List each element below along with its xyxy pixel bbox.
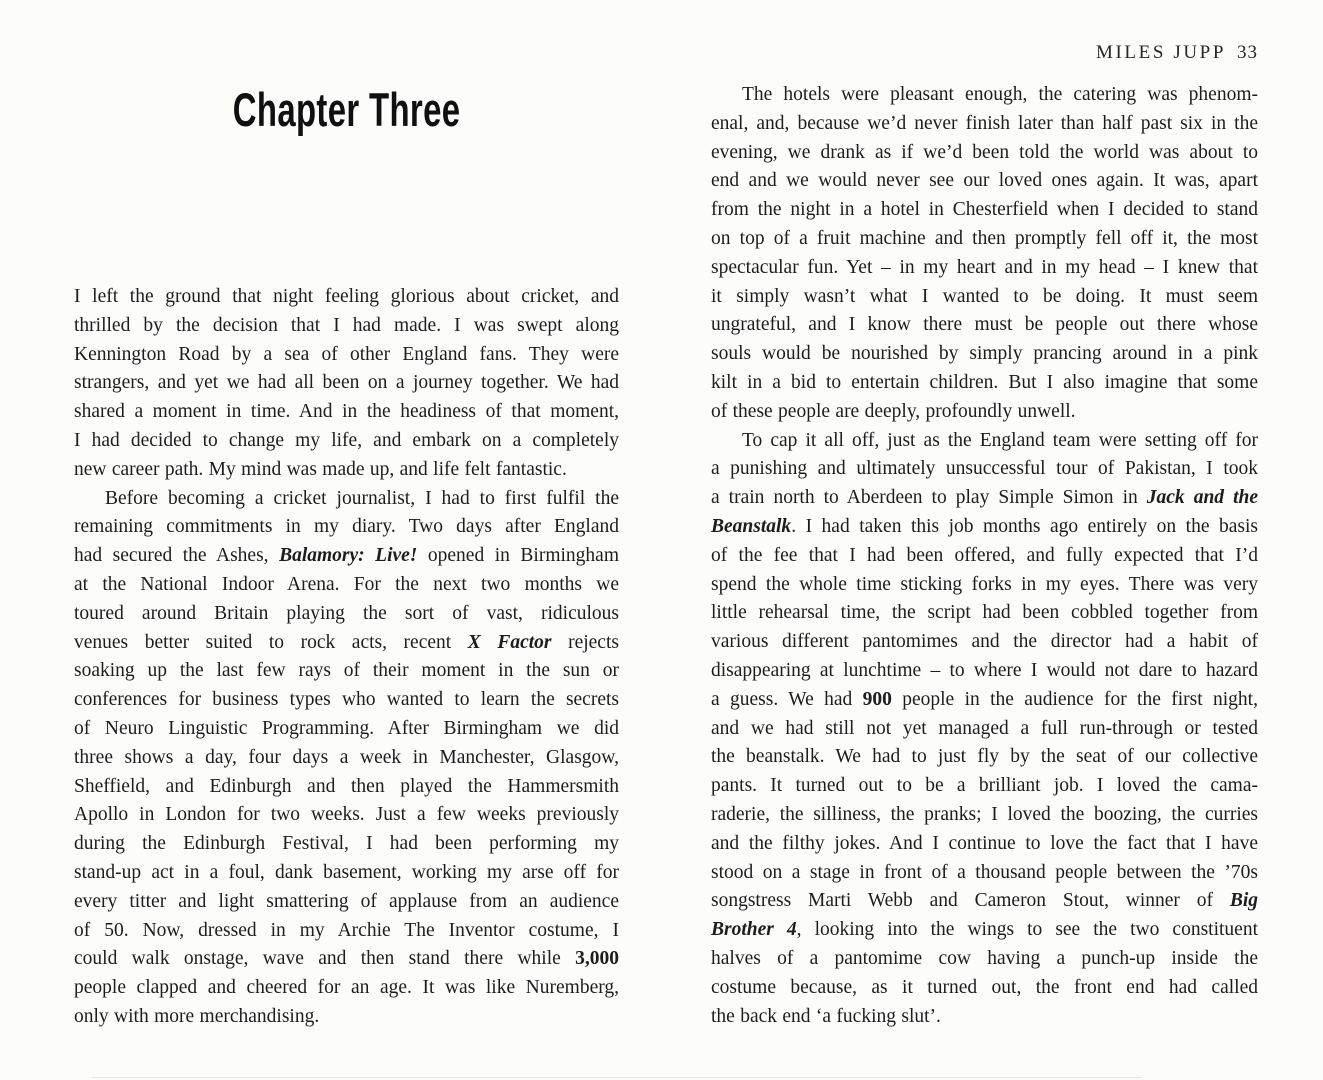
- text-line: [74, 974, 619, 1003]
- scan-edge-line: [92, 1077, 1142, 1078]
- text-line: [711, 513, 1258, 542]
- text-segment: new career path. My mind was made up, and life felt fantastic.: [74, 458, 567, 480]
- text-segment: I left the ground that night feeling glorious about cricket, and: [74, 286, 619, 307]
- text-segment: spend the whole time sticking forks in my eyes. There was very: [711, 573, 1258, 595]
- text-segment: , looking into the wings to see the two constituent: [796, 919, 1258, 941]
- text-line: [711, 369, 1258, 398]
- text-segment: ungrateful, and I know there must be people out there whose: [711, 314, 1258, 336]
- text-segment: remaining commitments in my diary. Two days after England: [74, 516, 619, 538]
- text-segment: disappearing at lunchtime – to where I would not dare to hazard: [711, 659, 1258, 681]
- text-segment: songstress Marti Webb and Cameron Stout, winner of: [711, 890, 1230, 912]
- text-segment: kilt in a bid to entertain children. But I also imagine that some: [711, 371, 1258, 393]
- text-segment: X Factor: [467, 631, 552, 653]
- text-line: [74, 427, 619, 456]
- text-line: [711, 427, 1258, 456]
- text-segment: Before becoming a cricket journalist, I had to first fulfil the: [105, 487, 619, 509]
- text-line: [74, 369, 619, 398]
- text-line: [74, 485, 619, 514]
- text-segment: during the Edinburgh Festival, I had been performing my: [74, 833, 619, 855]
- text-line: [74, 715, 619, 744]
- text-segment: The hotels were pleasant enough, the catering was phenom-: [742, 84, 1258, 105]
- left-page-body-text: [74, 283, 619, 1032]
- text-line: [74, 830, 619, 859]
- text-segment: only with more merchandising.: [74, 1005, 320, 1027]
- text-segment: thrilled by the decision that I had made. I was swept along: [74, 314, 619, 336]
- text-line: [711, 225, 1258, 254]
- text-line: [74, 600, 619, 629]
- text-segment: of 50. Now, dressed in my Archie The Inventor costume, I: [74, 919, 619, 941]
- text-line: [74, 542, 619, 571]
- text-line: [711, 455, 1258, 484]
- text-line: [74, 801, 619, 830]
- text-line: [711, 974, 1258, 1003]
- text-segment: Big: [1229, 890, 1258, 912]
- text-segment: . I had taken this job months ago entirely on the basis: [791, 515, 1258, 537]
- text-line: [711, 254, 1258, 283]
- text-segment: Sheffield, and Edinburgh and then played the Hammersmith: [74, 775, 619, 797]
- text-segment: opened in Birmingham: [417, 545, 619, 567]
- chapter-title: Chapter Three: [232, 83, 461, 136]
- text-segment: from the night in a hotel in Chesterfield when I decided to stand: [711, 199, 1258, 221]
- text-line: [74, 312, 619, 341]
- text-segment: of these people are deeply, profoundly unwell.: [711, 400, 1076, 422]
- text-segment: halves of a pantomime cow having a punch-up inside the: [711, 947, 1258, 969]
- text-line: [711, 916, 1258, 945]
- text-segment: Apollo in London for two weeks. Just a few weeks previously: [74, 804, 619, 826]
- text-line: [711, 945, 1258, 974]
- text-line: [74, 773, 619, 802]
- text-segment: spectacular fun. Yet – in my heart and in my head – I knew that: [711, 256, 1258, 278]
- text-segment: soaking up the last few rays of their moment in the sun or: [74, 660, 619, 682]
- text-segment: various different pantomimes and the director had a habit of: [711, 631, 1258, 653]
- text-line: [711, 1003, 1258, 1032]
- text-segment: Kennington Road by a sea of other England fans. They were: [74, 343, 619, 365]
- text-line: [74, 888, 619, 917]
- text-segment: had secured the Ashes,: [74, 545, 280, 567]
- text-line: [711, 830, 1258, 859]
- text-segment: strangers, and yet we had all been on a journey together. We had: [74, 372, 619, 394]
- text-line: [711, 657, 1258, 686]
- text-line: [74, 513, 619, 542]
- text-segment: conferences for business types who wanted to learn the secrets: [74, 689, 619, 711]
- text-line: [711, 398, 1258, 427]
- text-segment: Balamory: Live!: [279, 545, 418, 567]
- paragraph: [711, 81, 1258, 427]
- text-segment: enal, and, because we’d never finish later than half past six in the: [711, 112, 1258, 134]
- running-head-author: MILES JUPP: [1096, 42, 1226, 63]
- text-line: [74, 657, 619, 686]
- text-line: [711, 167, 1258, 196]
- text-segment: and the filthy jokes. And I continue to love the fact that I have: [711, 832, 1258, 854]
- text-segment: stood on a stage in front of a thousand people between the ’70s: [711, 861, 1258, 883]
- text-line: [711, 571, 1258, 600]
- text-segment: three shows a day, four days a week in Manchester, Glasgow,: [74, 746, 619, 768]
- text-segment: at the National Indoor Arena. For the next two months we: [74, 573, 619, 595]
- text-line: [711, 484, 1258, 513]
- text-segment: the beanstalk. We had to just fly by the seat of our collective: [711, 746, 1258, 768]
- text-line: [711, 772, 1258, 801]
- text-segment: souls would be nourished by simply prancing around in a pink: [711, 343, 1258, 365]
- text-segment: 900: [862, 688, 892, 710]
- text-segment: Brother 4: [711, 919, 797, 941]
- text-line: [74, 283, 619, 312]
- text-segment: every titter and light smattering of applause from an audience: [74, 890, 619, 912]
- text-segment: a guess. We had: [711, 688, 863, 710]
- text-segment: shared a moment in time. And in the headiness of that moment,: [74, 401, 619, 423]
- text-line: [711, 887, 1258, 916]
- text-segment: pants. It turned out to be a brilliant job. I loved the cama-: [711, 775, 1258, 797]
- text-line: [711, 542, 1258, 571]
- text-segment: a train north to Aberdeen to play Simple Simon in: [711, 487, 1147, 509]
- text-line: [711, 139, 1258, 168]
- text-line: [711, 686, 1258, 715]
- text-line: [74, 341, 619, 370]
- text-line: [74, 917, 619, 946]
- running-head: [1096, 42, 1258, 64]
- text-segment: of the fee that I had been offered, and fully expected that I’d: [711, 544, 1258, 566]
- text-line: [711, 196, 1258, 225]
- text-line: [711, 599, 1258, 628]
- right-page-body-text: [711, 81, 1258, 1031]
- text-line: [74, 686, 619, 715]
- text-line: [74, 456, 619, 485]
- text-segment: Jack and the: [1146, 487, 1258, 509]
- text-segment: the back end ‘a fucking slut’.: [711, 1005, 941, 1027]
- text-line: [711, 801, 1258, 830]
- text-line: [711, 81, 1258, 110]
- text-segment: and we had still not yet managed a full run-through or tested: [711, 717, 1258, 739]
- text-segment: I had decided to change my life, and embark on a completely: [74, 429, 619, 451]
- text-segment: on top of a fruit machine and then promptly fell off it, the most: [711, 227, 1258, 249]
- paragraph: [74, 283, 619, 485]
- text-segment: raderie, the silliness, the pranks; I loved the boozing, the curries: [711, 803, 1258, 825]
- text-line: [74, 398, 619, 427]
- text-segment: of Neuro Linguistic Programming. After Birmingham we did: [74, 717, 619, 739]
- page-number: 33: [1237, 42, 1258, 63]
- text-segment: 3,000: [575, 948, 619, 970]
- text-line: [711, 311, 1258, 340]
- text-line: [711, 743, 1258, 772]
- text-segment: people in the audience for the first night,: [891, 688, 1258, 710]
- text-segment: could walk onstage, wave and then stand there while: [74, 948, 576, 970]
- paragraph: [74, 485, 619, 1032]
- text-segment: it simply wasn’t what I wanted to be doing. It must seem: [711, 285, 1258, 307]
- text-segment: venues better suited to rock acts, recent: [74, 631, 468, 653]
- text-segment: rejects: [551, 631, 619, 653]
- text-line: [711, 715, 1258, 744]
- text-line: [74, 859, 619, 888]
- text-segment: To cap it all off, just as the England team were setting off for: [742, 429, 1258, 451]
- text-line: [74, 571, 619, 600]
- text-line: [711, 110, 1258, 139]
- text-segment: Beanstalk: [711, 515, 792, 537]
- text-line: [711, 628, 1258, 657]
- text-segment: evening, we drank as if we’d been told the world was about to: [711, 141, 1258, 163]
- text-line: [74, 629, 619, 658]
- text-segment: little rehearsal time, the script had been cobbled together from: [711, 602, 1258, 624]
- text-segment: toured around Britain playing the sort of vast, ridiculous: [74, 602, 619, 624]
- text-segment: people clapped and cheered for an age. It was like Nuremberg,: [74, 977, 619, 999]
- text-line: [74, 945, 619, 974]
- text-line: [74, 1003, 619, 1032]
- text-line: [711, 340, 1258, 369]
- text-line: [711, 283, 1258, 312]
- text-segment: costume because, as it turned out, the front end had called: [711, 976, 1258, 998]
- text-line: [74, 744, 619, 773]
- paragraph: [711, 427, 1258, 1032]
- chapter-title-wrap: [74, 82, 619, 137]
- text-segment: stand-up act in a foul, dank basement, working my arse off for: [74, 861, 619, 883]
- text-line: [711, 859, 1258, 888]
- text-segment: a punishing and ultimately unsuccessful tour of Pakistan, I took: [711, 458, 1258, 480]
- text-segment: end and we would never see our loved ones again. It was, apart: [711, 170, 1258, 192]
